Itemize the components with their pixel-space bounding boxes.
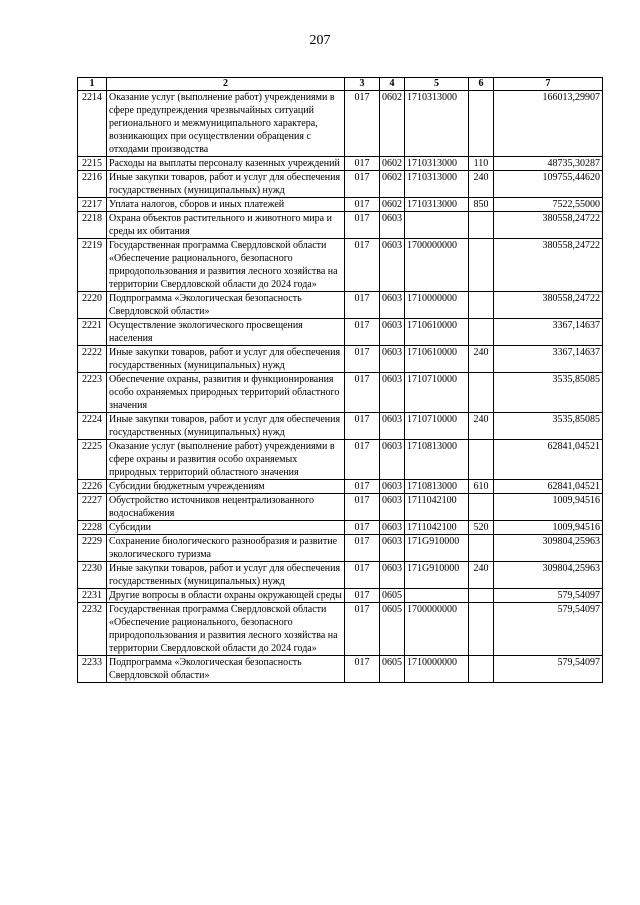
table-row	[78, 494, 603, 521]
ministry-code: 017	[345, 319, 380, 346]
table-row	[78, 171, 603, 198]
target-article-code: 1710313000	[405, 198, 469, 212]
row-number: 2228	[78, 521, 107, 535]
row-number: 2218	[78, 212, 107, 239]
expense-name: Иные закупки товаров, работ и услуг для обеспечения государственных (муниципальных) нужд	[107, 562, 345, 589]
expense-name: Осуществление экологического просвещения населения	[107, 319, 345, 346]
expense-name: Сохранение биологического разнообразия и развитие экологического туризма	[107, 535, 345, 562]
section-code: 0603	[380, 346, 405, 373]
ministry-code: 017	[345, 212, 380, 239]
target-article-code: 1710710000	[405, 413, 469, 440]
amount-value: 579,54097	[494, 589, 603, 603]
table-row	[78, 346, 603, 373]
expense-name: Иные закупки товаров, работ и услуг для обеспечения государственных (муниципальных) нужд	[107, 346, 345, 373]
amount-value: 3367,14637	[494, 346, 603, 373]
ministry-code: 017	[345, 589, 380, 603]
ministry-code: 017	[345, 535, 380, 562]
amount-value: 48735,30287	[494, 157, 603, 171]
amount-value: 309804,25963	[494, 535, 603, 562]
row-number: 2226	[78, 480, 107, 494]
ministry-code: 017	[345, 157, 380, 171]
section-code: 0603	[380, 480, 405, 494]
table-row	[78, 373, 603, 413]
expense-type-code: 240	[469, 346, 494, 373]
expense-type-code	[469, 440, 494, 480]
amount-value: 3535,85085	[494, 413, 603, 440]
expense-name: Оказание услуг (выполнение работ) учреждениями в сфере охраны и развития особо охраняемых природных территорий областного значения	[107, 440, 345, 480]
amount-value: 309804,25963	[494, 562, 603, 589]
row-number: 2225	[78, 440, 107, 480]
row-number: 2233	[78, 656, 107, 683]
ministry-code: 017	[345, 603, 380, 656]
expense-name: Обустройство источников нецентрализованного водоснабжения	[107, 494, 345, 521]
amount-value: 1009,94516	[494, 494, 603, 521]
row-number: 2231	[78, 589, 107, 603]
ministry-code: 017	[345, 656, 380, 683]
amount-value: 380558,24722	[494, 212, 603, 239]
row-number: 2223	[78, 373, 107, 413]
table-row	[78, 413, 603, 440]
section-code: 0602	[380, 171, 405, 198]
table-row	[78, 440, 603, 480]
expense-type-code: 610	[469, 480, 494, 494]
amount-value: 7522,55000	[494, 198, 603, 212]
row-number: 2227	[78, 494, 107, 521]
section-code: 0605	[380, 603, 405, 656]
target-article-code: 1711042100	[405, 521, 469, 535]
ministry-code: 017	[345, 413, 380, 440]
row-number: 2229	[78, 535, 107, 562]
section-code: 0602	[380, 91, 405, 157]
expense-name: Обеспечение охраны, развития и функционирования особо охраняемых природных территорий областного значения	[107, 373, 345, 413]
row-number: 2232	[78, 603, 107, 656]
target-article-code: 1710813000	[405, 480, 469, 494]
section-code: 0602	[380, 157, 405, 171]
row-number: 2216	[78, 171, 107, 198]
expense-name: Охрана объектов растительного и животного мира и среды их обитания	[107, 212, 345, 239]
section-code: 0602	[380, 198, 405, 212]
target-article-code: 1710313000	[405, 171, 469, 198]
amount-value: 1009,94516	[494, 521, 603, 535]
expense-type-code	[469, 373, 494, 413]
expense-type-code	[469, 589, 494, 603]
target-article-code: 1710313000	[405, 91, 469, 157]
table-row	[78, 480, 603, 494]
ministry-code: 017	[345, 373, 380, 413]
amount-value: 62841,04521	[494, 480, 603, 494]
ministry-code: 017	[345, 171, 380, 198]
section-code: 0603	[380, 319, 405, 346]
table-row	[78, 589, 603, 603]
expense-type-code	[469, 319, 494, 346]
expense-name: Субсидии бюджетным учреждениям	[107, 480, 345, 494]
target-article-code: 171G910000	[405, 535, 469, 562]
expense-type-code	[469, 494, 494, 521]
expense-type-code	[469, 91, 494, 157]
expense-name: Уплата налогов, сборов и иных платежей	[107, 198, 345, 212]
row-number: 2222	[78, 346, 107, 373]
page-number: 207	[309, 33, 331, 48]
section-code: 0603	[380, 440, 405, 480]
section-code: 0603	[380, 292, 405, 319]
row-number: 2214	[78, 91, 107, 157]
target-article-code	[405, 589, 469, 603]
expense-name: Подпрограмма «Экологическая безопасность Свердловской области»	[107, 656, 345, 683]
row-number: 2221	[78, 319, 107, 346]
table-row	[78, 292, 603, 319]
column-header: 2	[107, 78, 345, 91]
amount-value: 62841,04521	[494, 440, 603, 480]
header-row	[78, 78, 603, 91]
expense-type-code	[469, 292, 494, 319]
expense-type-code	[469, 656, 494, 683]
amount-value: 3535,85085	[494, 373, 603, 413]
row-number: 2224	[78, 413, 107, 440]
expense-type-code: 520	[469, 521, 494, 535]
table-row	[78, 521, 603, 535]
column-header: 7	[494, 78, 603, 91]
amount-value: 3367,14637	[494, 319, 603, 346]
target-article-code: 1700000000	[405, 239, 469, 292]
target-article-code: 1711042100	[405, 494, 469, 521]
target-article-code	[405, 212, 469, 239]
ministry-code: 017	[345, 91, 380, 157]
table-row	[78, 198, 603, 212]
target-article-code: 1710610000	[405, 319, 469, 346]
expense-name: Расходы на выплаты персоналу казенных учреждений	[107, 157, 345, 171]
target-article-code: 1710000000	[405, 656, 469, 683]
row-number: 2220	[78, 292, 107, 319]
table-row	[78, 91, 603, 157]
amount-value: 166013,29907	[494, 91, 603, 157]
section-code: 0605	[380, 589, 405, 603]
amount-value: 380558,24722	[494, 292, 603, 319]
table-row	[78, 239, 603, 292]
row-number: 2219	[78, 239, 107, 292]
section-code: 0603	[380, 239, 405, 292]
section-code: 0603	[380, 212, 405, 239]
target-article-code: 1710610000	[405, 346, 469, 373]
ministry-code: 017	[345, 480, 380, 494]
expense-type-code: 240	[469, 171, 494, 198]
target-article-code: 171G910000	[405, 562, 469, 589]
section-code: 0603	[380, 494, 405, 521]
budget-table	[77, 77, 603, 683]
target-article-code: 1710710000	[405, 373, 469, 413]
table-row	[78, 212, 603, 239]
amount-value: 579,54097	[494, 603, 603, 656]
ministry-code: 017	[345, 494, 380, 521]
target-article-code: 1710313000	[405, 157, 469, 171]
expense-name: Государственная программа Свердловской области «Обеспечение рационального, безопасного природопользования и развития лесного хозяйства на территории Свердловской области до 2024 года»	[107, 239, 345, 292]
table-row	[78, 157, 603, 171]
section-code: 0603	[380, 373, 405, 413]
target-article-code: 1710000000	[405, 292, 469, 319]
row-number: 2217	[78, 198, 107, 212]
expense-type-code: 110	[469, 157, 494, 171]
ministry-code: 017	[345, 562, 380, 589]
ministry-code: 017	[345, 440, 380, 480]
section-code: 0603	[380, 535, 405, 562]
row-number: 2230	[78, 562, 107, 589]
expense-type-code: 240	[469, 562, 494, 589]
target-article-code: 1710813000	[405, 440, 469, 480]
ministry-code: 017	[345, 198, 380, 212]
expense-name: Другие вопросы в области охраны окружающей среды	[107, 589, 345, 603]
amount-value: 109755,44620	[494, 171, 603, 198]
ministry-code: 017	[345, 521, 380, 535]
column-header: 5	[405, 78, 469, 91]
column-header: 3	[345, 78, 380, 91]
amount-value: 380558,24722	[494, 239, 603, 292]
expense-name: Подпрограмма «Экологическая безопасность Свердловской области»	[107, 292, 345, 319]
section-code: 0603	[380, 562, 405, 589]
ministry-code: 017	[345, 346, 380, 373]
section-code: 0603	[380, 521, 405, 535]
ministry-code: 017	[345, 292, 380, 319]
amount-value: 579,54097	[494, 656, 603, 683]
column-header: 6	[469, 78, 494, 91]
table-row	[78, 319, 603, 346]
expense-name: Субсидии	[107, 521, 345, 535]
expense-type-code: 240	[469, 413, 494, 440]
expense-name: Оказание услуг (выполнение работ) учреждениями в сфере предупреждения чрезвычайных ситуаций регионального и межмуниципального характера, возникающих при осуществлении обращения с отходами производства	[107, 91, 345, 157]
column-header: 1	[78, 78, 107, 91]
row-number: 2215	[78, 157, 107, 171]
column-header: 4	[380, 78, 405, 91]
expense-name: Государственная программа Свердловской области «Обеспечение рационального, безопасного природопользования и развития лесного хозяйства на территории Свердловской области до 2024 года»	[107, 603, 345, 656]
expense-name: Иные закупки товаров, работ и услуг для обеспечения государственных (муниципальных) нужд	[107, 413, 345, 440]
table-row	[78, 562, 603, 589]
target-article-code: 1700000000	[405, 603, 469, 656]
table-row	[78, 535, 603, 562]
expense-name: Иные закупки товаров, работ и услуг для обеспечения государственных (муниципальных) нужд	[107, 171, 345, 198]
expense-type-code	[469, 239, 494, 292]
expense-type-code	[469, 603, 494, 656]
expense-type-code	[469, 212, 494, 239]
expense-type-code	[469, 535, 494, 562]
section-code: 0605	[380, 656, 405, 683]
expense-type-code: 850	[469, 198, 494, 212]
table-row	[78, 656, 603, 683]
ministry-code: 017	[345, 239, 380, 292]
section-code: 0603	[380, 413, 405, 440]
table-row	[78, 603, 603, 656]
